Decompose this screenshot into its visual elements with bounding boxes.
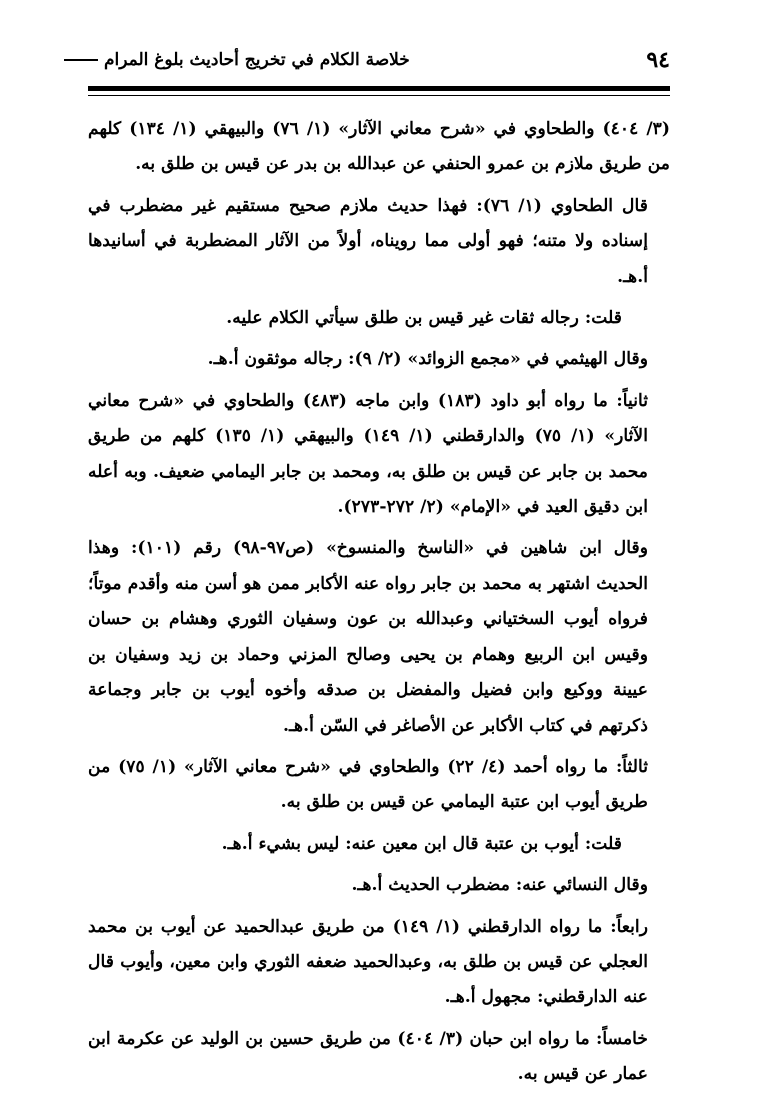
paragraph: ثالثاً: ما رواه أحمد (٤/ ٢٢) والطحاوي في «شرح معاني الآثار» (١/ ٧٥) من طريق أيوب ابن عتبة اليمامي عن قيس بن طلق به. xyxy=(88,756,648,813)
page-body xyxy=(88,112,670,1085)
running-title-wrap xyxy=(64,50,410,70)
paragraph: ثانياً: ما رواه أبو داود (١٨٣) وابن ماجه (٤٨٣) والطحاوي في «شرح معاني الآثار» (١/ ٧٥) والدارقطني (١/ ١٤٩) والبيهقي (١/ ١٣٥) كلهم من طريق محمد بن جابر عن قيس بن طلق به، ومحمد بن جابر اليمامي ضعيف. وبه أعله ابن دقيق العيد في «الإمام» (٢/ ٢٧٢-٢٧٣). xyxy=(88,390,648,518)
paragraph: وقال ابن شاهين في «الناسخ والمنسوخ» (ص٩٧-٩٨) رقم (١٠١): وهذا الحديث اشتهر به محمد بن جابر رواه عنه الأكابر ممن هو أسن منه وأقدم موتاً؛ فرواه أيوب السختياني وعبدالله بن عون وسفيان الثوري وهشام بن حسان وقيس ابن الربيع وهمام بن يحيى وصالح المزني وحماد بن زيد وسفيان بن عيينة ووكيع وابن فضيل والمفضل بن صدقه وأخوه أيوب بن جابر وجماعة ذكرتهم في كتاب الأكابر عن الأصاغر في السّن أ.هـ. xyxy=(88,538,649,736)
paragraph: خامساً: ما رواه ابن حبان (٣/ ٤٠٤) من طريق حسين بن الوليد عن عكرمة ابن عمار عن قيس به. xyxy=(88,1028,649,1085)
title-dash xyxy=(64,59,98,61)
paragraph: قلت: أيوب بن عتبة قال ابن معين عنه: ليس بشيء أ.هـ. xyxy=(221,833,622,854)
running-title: خلاصة الكلام في تخريج أحاديث بلوغ المرام xyxy=(104,50,410,70)
paragraph: (٣/ ٤٠٤) والطحاوي في «شرح معاني الآثار» (١/ ٧٦) والبيهقي (١/ ١٣٤) كلهم من طريق ملازم بن عمرو الحنفي عن عبدالله بن بدر عن قيس بن طلق به. xyxy=(88,119,670,175)
page-number: ٩٤ xyxy=(646,47,670,73)
paragraph: رابعاً: ما رواه الدارقطني (١/ ١٤٩) من طريق عبدالحميد عن أيوب بن محمد العجلي عن قيس بن طلق به، وعبدالحميد ضعفه الثوري وابن معين، وأيوب قال عنه الدارقطني: مجهول أ.هـ. xyxy=(88,916,649,1008)
header-rule-thick xyxy=(88,86,670,91)
paragraph: قال الطحاوي (١/ ٧٦): فهذا حديث ملازم صحيح مستقيم غير مضطرب في إسناده ولا متنه؛ فهو أولى مما رويناه، أولاً من الآثار المضطربة في أسانيدها أ.هـ. xyxy=(88,195,648,287)
page-header xyxy=(64,42,670,78)
paragraph: وقال الهيثمي في «مجمع الزوائد» (٢/ ٩): رجاله موثقون أ.هـ. xyxy=(207,349,648,370)
paragraph: قلت: رجاله ثقات غير قيس بن طلق سيأتي الكلام عليه. xyxy=(226,308,622,329)
paragraph: وقال النسائي عنه: مضطرب الحديث أ.هـ. xyxy=(351,875,648,896)
header-rule-thin xyxy=(88,95,670,96)
